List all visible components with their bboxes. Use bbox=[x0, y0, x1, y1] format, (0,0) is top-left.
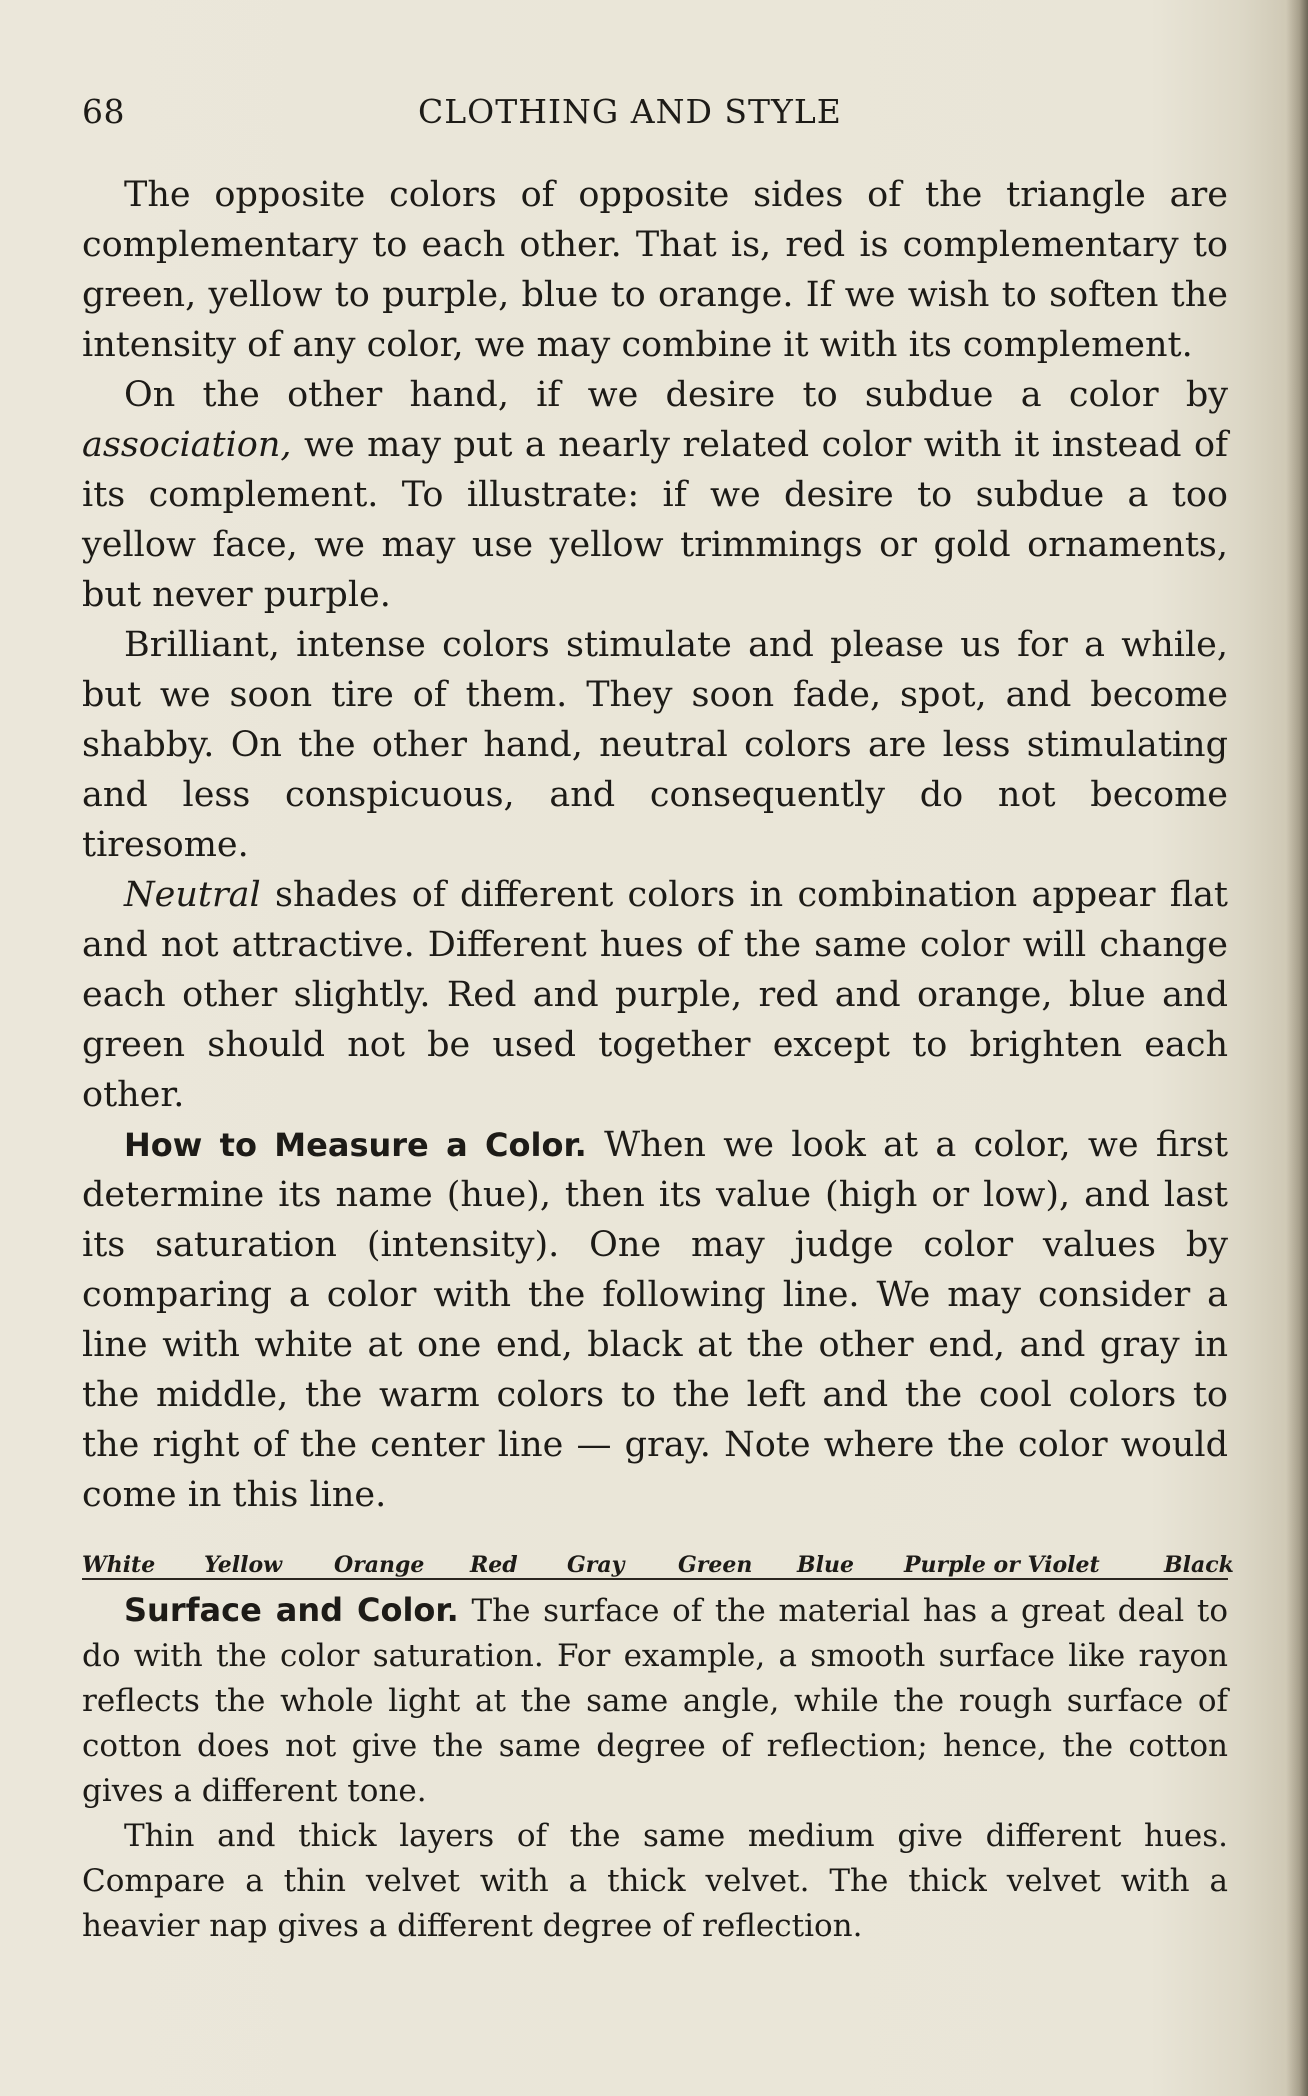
scale-label-black: Black bbox=[1164, 1552, 1234, 1578]
color-value-scale bbox=[82, 1532, 1234, 1580]
scale-label-green: Green bbox=[678, 1552, 753, 1578]
paragraph-brilliant bbox=[82, 620, 1228, 870]
italic-term: association, bbox=[82, 425, 292, 465]
scale-label-purple-violet: Purple or Violet bbox=[904, 1552, 1100, 1578]
paragraph-text: Thin and thick layers of the same medium give different hues. Compare a thin velvet with a thick velvet. The thick velvet with a heavier nap gives a different degree of reflection. bbox=[82, 1818, 1228, 1944]
paragraph-association bbox=[82, 370, 1228, 620]
paragraph-complementary bbox=[82, 170, 1228, 370]
scale-label-gray: Gray bbox=[567, 1552, 625, 1578]
paragraph-text: shades of different colors in combination appear flat and not attractive. Different hues of the same color will change each other slightly. Red and purple, red and orange, blue and green should not be used together except to brighten each other. bbox=[82, 875, 1228, 1115]
scale-label-red: Red bbox=[470, 1552, 518, 1578]
paragraph-measure-color bbox=[82, 1120, 1228, 1520]
paragraph-text: Brilliant, intense colors stimulate and please us for a while, but we soon tire of them. They soon fade, spot, and become shabby. On the other hand, neutral colors are less stimulating and less conspicuous, and consequently do not become tiresome. bbox=[82, 625, 1228, 865]
scale-label-blue: Blue bbox=[797, 1552, 854, 1578]
scale-label-orange: Orange bbox=[334, 1552, 425, 1578]
paragraph-text: we may put a nearly related color with it instead of its complement. To illustrate: if we desire to subdue a too yellow face, we may use yellow trimmings or gold ornaments, but never purple. bbox=[82, 425, 1228, 615]
page-edge-shadow bbox=[1286, 0, 1308, 2096]
section-heading-measure: How to Measure a Color. bbox=[124, 1126, 587, 1164]
section-heading-surface: Surface and Color. bbox=[124, 1591, 459, 1629]
paragraph-layers bbox=[82, 1814, 1228, 1949]
body-text bbox=[82, 170, 1234, 1949]
running-head bbox=[82, 92, 1232, 132]
paragraph-text: On the other hand, if we desire to subdue a color by bbox=[124, 375, 1228, 415]
paragraph-text: When we look at a color, we first determine its name (hue), then its value (high or low), and last its saturation (intensity). One may judge color values by comparing a color with the following line. We may consider a line with white at one end, black at the other end, and gray in the middle, the warm colors to the left and the cool colors to the right of the center line — gray. Note where the color would come in this line. bbox=[82, 1125, 1229, 1515]
running-title: CLOTHING AND STYLE bbox=[418, 92, 842, 131]
scale-label-yellow: Yellow bbox=[204, 1552, 283, 1578]
paragraph-text: The opposite colors of opposite sides of the triangle are complementary to each other. That is, red is complementary to green, yellow to purple, blue to orange. If we wish to soften the intensity of any color, we may combine it with its complement. bbox=[82, 175, 1228, 365]
smaller-text-block bbox=[82, 1588, 1228, 1949]
paragraph-neutral bbox=[82, 870, 1228, 1120]
page-number: 68 bbox=[82, 92, 125, 131]
scale-label-white: White bbox=[82, 1552, 156, 1578]
paragraph-surface bbox=[82, 1588, 1228, 1814]
paragraph-text: The surface of the material has a great deal to do with the color saturation. For example, a smooth surface like rayon reflects the whole light at the same angle, while the rough surface of cotton does not give the same degree of reflection; hence, the cotton gives a different tone. bbox=[82, 1593, 1228, 1809]
italic-term: Neutral bbox=[124, 875, 261, 915]
